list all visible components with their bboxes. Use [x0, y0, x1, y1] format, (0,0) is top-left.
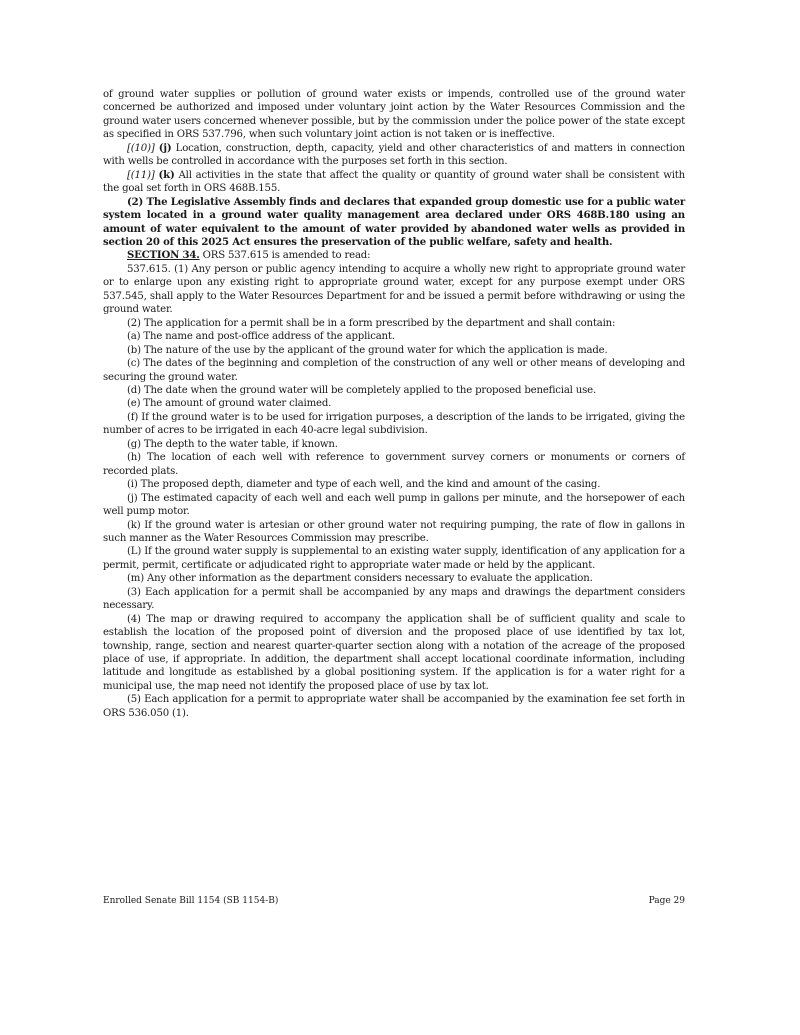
- item-i: (i) The proposed depth, diameter and type of each well, and the kind and amount of the casing.: [127, 479, 601, 491]
- subsection-2: (2) The application for a permit shall be in a form prescribed by the department and shall contain:: [127, 317, 616, 329]
- new-text: (k): [158, 168, 175, 181]
- paragraph-j: [103, 142, 685, 169]
- paragraph-text: All activities in the state that affect the quality or quantity of ground water shall be consistent with the goal set forth in ORS 468B.155.: [103, 169, 685, 195]
- section-intro: ORS 537.615 is amended to read:: [199, 250, 371, 262]
- subsection-3: (3) Each application for a permit shall be accompanied by any maps and drawings the department considers necessary.: [103, 586, 685, 612]
- item-h: (h) The location of each well with reference to government survey corners or monuments or corners of recorded plats.: [103, 452, 685, 477]
- paragraph-legislative-finding: (2) The Legislative Assembly finds and declares that expanded group domestic use for a public water system located in a ground water quality management area declared under ORS 468B.180 using an amount of water equivalent to the amount of water provided by abandoned water wells as provided in section 20 of this 2025 Act ensures the preservation of the public welfare, safety and health.: [103, 195, 685, 248]
- item-m: (m) Any other information as the department considers necessary to evaluate the application.: [127, 573, 593, 585]
- item-k: (k) If the ground water is artesian or other ground water not requiring pumping, the rate of flow in gallons in such manner as the Water Resources Commission may prescribe.: [103, 519, 685, 544]
- deleted-text: [(10)]: [127, 142, 155, 154]
- paragraph-text: Location, construction, depth, capacity, yield and other characteristics of and matters in connection with wells be controlled in accordance with the purposes set forth in this section.: [103, 142, 685, 168]
- new-text: (j): [158, 141, 172, 154]
- item-a: (a) The name and post-office address of the applicant.: [127, 331, 395, 343]
- item-g: (g) The depth to the water table, if known.: [127, 438, 338, 450]
- item-L: (L) If the ground water supply is supplemental to an existing water supply, identification of any application for a permit, permit, certificate or adjudicated right to appropriate water made or held by the applicant.: [103, 546, 685, 571]
- deleted-text: [(11)]: [127, 169, 155, 181]
- subsection-5: (5) Each application for a permit to appropriate water shall be accompanied by the examination fee set forth in ORS 536.050 (1).: [103, 694, 685, 719]
- item-c: (c) The dates of the beginning and completion of the construction of any well or other means of developing and securing the ground water.: [103, 358, 685, 383]
- subsection-4: (4) The map or drawing required to accompany the application shall be of sufficient quality and scale to establish the location of the proposed point of diversion and the proposed place of use identified by tax lot, township, range, section and nearest quarter-quarter section along with a notation of the acreage of the proposed place of use, if appropriate. In addition, the department shall accept locational coordinate information, including latitude and longitude as established by a global positioning system. If the application is for a water right for a municipal use, the map need not identify the proposed place of use by tax lot.: [103, 613, 685, 692]
- section-label: SECTION 34.: [127, 249, 200, 262]
- item-d: (d) The date when the ground water will be completely applied to the proposed beneficial use.: [127, 384, 596, 396]
- paragraph-k: [103, 169, 685, 196]
- document-body: [103, 88, 685, 720]
- page-number: Page 29: [648, 896, 685, 906]
- item-e: (e) The amount of ground water claimed.: [127, 398, 332, 410]
- item-j: (j) The estimated capacity of each well and each well pump in gallons per minute, and the horsepower of each well pump motor.: [103, 492, 685, 518]
- item-f: (f) If the ground water is to be used for irrigation purposes, a description of the lands to be irrigated, giving the number of acres to be irrigated in each 40-acre legal subdivision.: [103, 411, 685, 437]
- page-footer: [103, 896, 685, 906]
- paragraph-continuation: of ground water supplies or pollution of ground water exists or impends, controlled use of the ground water concerned be authorized and imposed under voluntary joint action by the Water Resources Commission and the ground water users concerned whenever possible, but by the commission under the police power of the state except as specified in ORS 537.796, when such voluntary joint action is not taken or is ineffective.: [103, 89, 685, 141]
- bill-identifier: Enrolled Senate Bill 1154 (SB 1154-B): [103, 896, 279, 906]
- subsection-1: 537.615. (1) Any person or public agency intending to acquire a wholly new right to appropriate ground water or to enlarge upon any existing right to appropriate ground water, except for any purpose exempt under ORS 537.545, shall apply to the Water Resources Department for and be issued a permit before withdrawing or using the ground water.: [103, 263, 685, 316]
- section-heading: [103, 249, 685, 262]
- item-b: (b) The nature of the use by the applicant of the ground water for which the application is made.: [127, 344, 608, 356]
